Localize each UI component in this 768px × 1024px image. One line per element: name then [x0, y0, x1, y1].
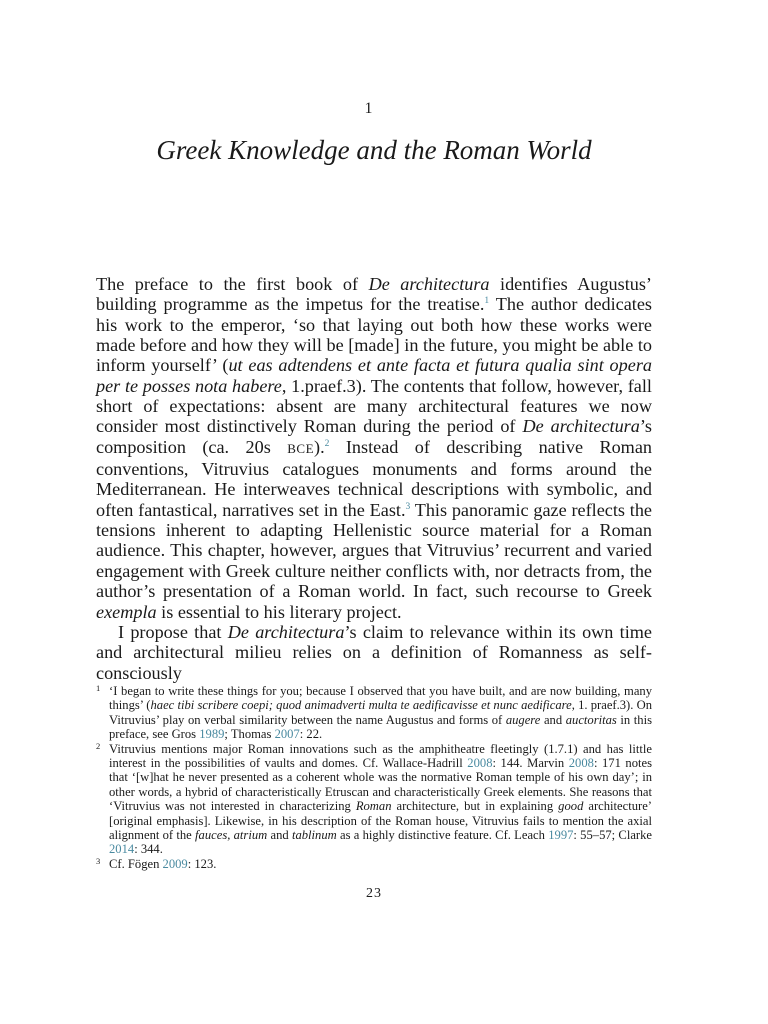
- paragraph-2: [96, 622, 652, 683]
- italic-emphasis: Roman: [355, 799, 392, 814]
- text-run: is essential to his literary project.: [156, 601, 402, 622]
- text-run: The preface to the first book of: [96, 274, 369, 294]
- footnotes: [96, 684, 652, 871]
- footnote-3: [96, 857, 652, 871]
- citation-link[interactable]: 2008: [568, 756, 594, 771]
- chapter-title: Greek Knowledge and the Roman World: [156, 135, 592, 165]
- text-run: Instead of describing native Roman conventions, Vitruvius catalogues monuments and forms around the Mediterranean. He interweaves technical descriptions with symbolic, and often fantastical, narratives set in the East.: [96, 436, 652, 520]
- text-run: The author dedicates his work to the emperor, ‘so that laying out both how these works were made before and how they will be [made] in the future, you might be able to inform yourself’ (: [96, 294, 653, 376]
- text-run: This panoramic gaze reflects the tensions inherent to adapting Hellenistic source material for a Roman audience. This chapter, however, argues that Vitruvius’ recurrent and varied engagement with Greek culture neither conflicts with, nor detracts from, the author’s presentation of a Roman world. In fact, such recourse to Greek: [96, 499, 652, 602]
- text-run: architecture’ [original emphasis]. Likewise, in his description of the Roman house, Vitruvius fails to mention the axial alignment of the: [109, 799, 652, 843]
- note-ref-3[interactable]: 3: [405, 501, 411, 512]
- italic-title: De architectura: [522, 416, 640, 437]
- text-run: : 55–57; Clarke: [573, 828, 652, 843]
- text-run: identifies Augustus’ building programme as the impetus for the treatise.: [96, 274, 652, 315]
- italic-term: augere: [505, 712, 541, 727]
- text-run: architecture, but in explaining: [391, 799, 559, 814]
- text-run: ).: [314, 436, 325, 457]
- text-run: ‘I began to write these things for you; because I observed that you have built, and are now building, many things’ (: [109, 684, 652, 713]
- text-run: Cf. Fögen: [109, 856, 163, 871]
- text-run: Vitruvius mentions major Roman innovations such as the amphitheatre fleetingly (1.7.1) and has little interest in the possibilities of vaults and domes. Cf. Wallace-Hadrill: [109, 741, 652, 771]
- italic-latin-quote: ut eas adtendens et ante facta et futura qualia sint opera per te posses nota habere: [96, 355, 652, 396]
- text-run: , 1.praef.3). The contents that follow, however, fall short of expectations: absent are many architectural features we now consider most distinctively Roman during the period of: [96, 375, 652, 437]
- italic-title: De architectura: [368, 274, 490, 294]
- footnote-number: 3: [96, 855, 101, 866]
- footnote-number: 1: [96, 683, 101, 693]
- text-run: ’s composition (ca. 20s: [96, 416, 652, 457]
- citation-link[interactable]: 2007: [274, 727, 300, 742]
- text-run: and: [540, 712, 566, 727]
- paragraph-1: [96, 274, 652, 622]
- text-run: and: [267, 828, 292, 843]
- footnote-2: [96, 742, 652, 857]
- italic-term: tablinum: [291, 828, 337, 843]
- text-run: I propose that: [118, 621, 228, 642]
- italic-latin-quote: haec tibi scribere coepi; quod animadverti multa te aedificavisse et nunc aedificare: [150, 698, 572, 713]
- citation-link[interactable]: 2014: [109, 842, 135, 857]
- text-run: : 22.: [299, 727, 323, 742]
- text-run: as a highly distinctive feature. Cf. Leach: [336, 828, 549, 843]
- citation-link[interactable]: 1989: [199, 727, 225, 742]
- note-ref-1[interactable]: 1: [484, 296, 490, 307]
- text-run: ’s claim to relevance within its own time and architectural milieu relies on a definition of Romanness as self-consciously: [96, 621, 652, 683]
- small-caps-era: BCE: [287, 440, 315, 456]
- chapter-number: 1: [364, 100, 374, 117]
- text-run: : 344.: [134, 842, 163, 857]
- italic-term: fauces, atrium: [195, 828, 268, 843]
- citation-link[interactable]: 1997: [548, 828, 574, 843]
- text-run: ; Thomas: [224, 727, 275, 742]
- footnote-1: [96, 684, 652, 742]
- citation-link[interactable]: 2008: [467, 756, 493, 771]
- text-run: : 171 notes that ‘[w]hat he never presented as a coherent whole was the normative Roman temple of his own day’; in other words, a hybrid of characteristically Etruscan and characteristically Greek elements. She reasons that ‘Vitruvius was not interested in characterizing: [109, 756, 653, 814]
- italic-emphasis: good: [558, 799, 584, 814]
- footnote-number: 2: [96, 740, 101, 751]
- text-run: : 123.: [187, 856, 217, 871]
- citation-link[interactable]: 2009: [162, 856, 188, 871]
- italic-term: exempla: [96, 601, 157, 622]
- page-number: 23: [366, 886, 382, 901]
- text-run: in this preface, see Gros: [109, 712, 652, 742]
- body-text: [96, 274, 652, 683]
- italic-term: auctoritas: [565, 712, 617, 727]
- text-run: : 144. Marvin: [492, 756, 569, 771]
- italic-title: De architectura: [227, 621, 345, 642]
- note-ref-2[interactable]: 2: [324, 438, 330, 449]
- text-run: , 1. praef.3). On Vitruvius’ play on verbal similarity between the name Augustus and forms of: [109, 698, 653, 727]
